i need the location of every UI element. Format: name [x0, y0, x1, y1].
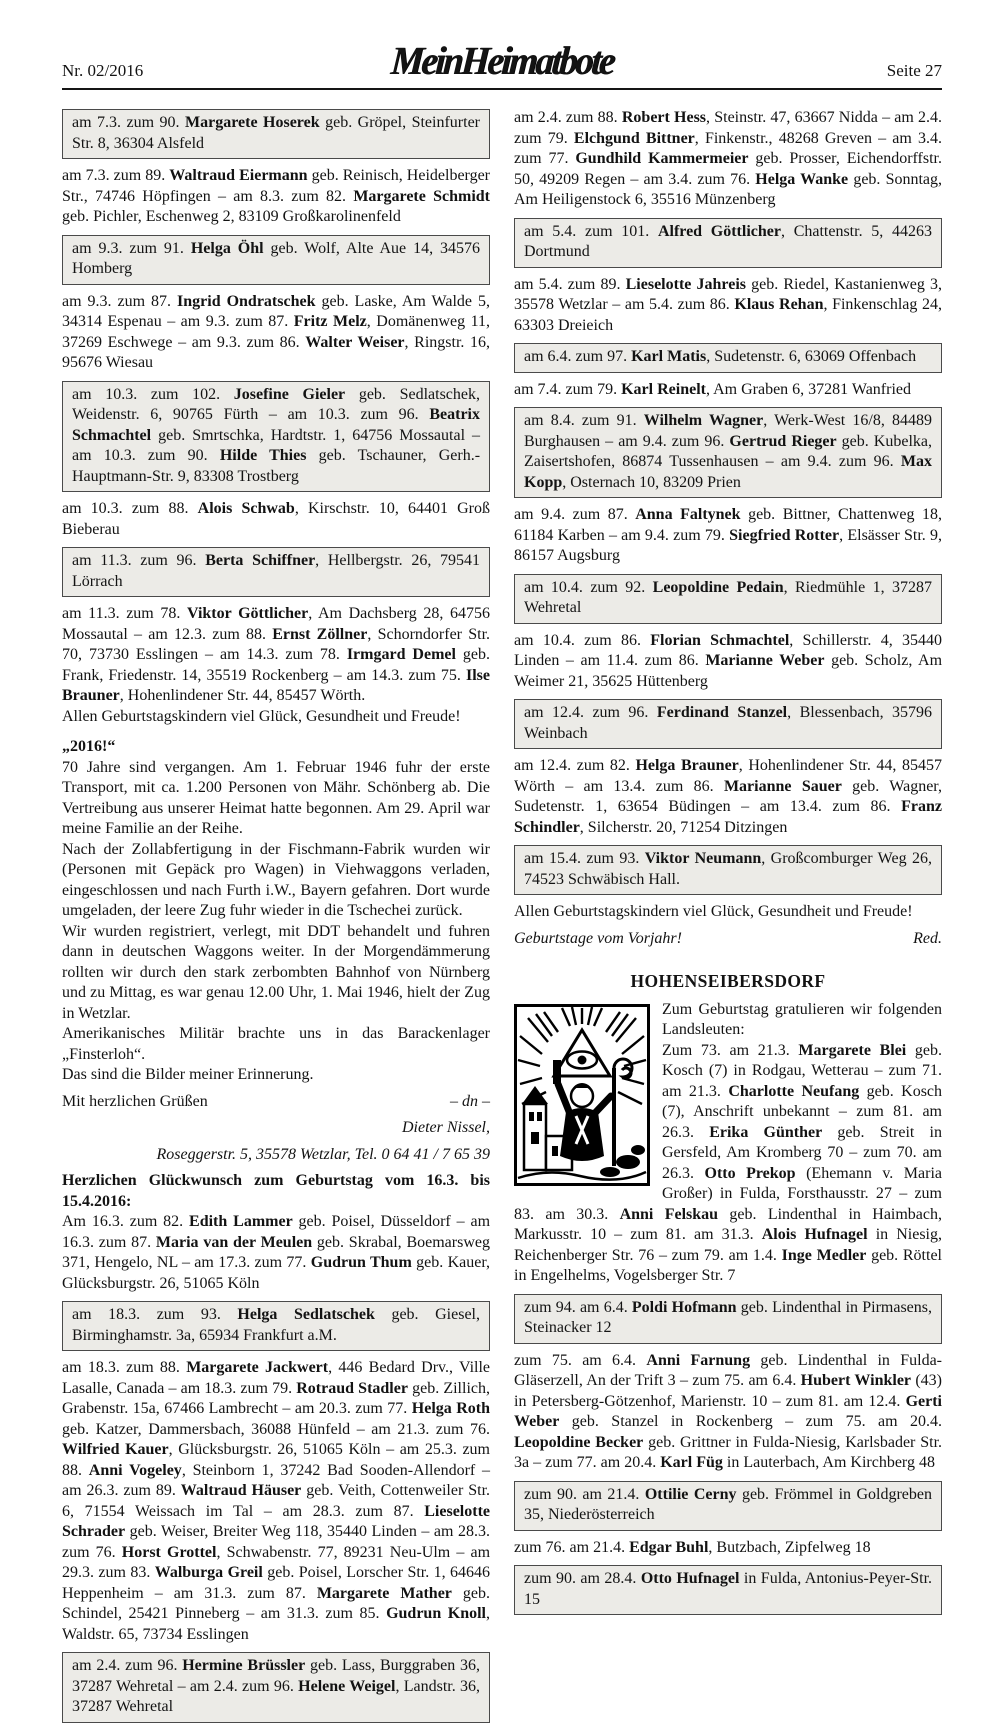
- entry-text: am 11.3. zum 96.: [72, 552, 206, 569]
- entry-text: geb. Röttel in Engelhelms, Vogelsberger Str. 7: [514, 1246, 942, 1284]
- text-block: [62, 922, 490, 1025]
- person-name: Hermine Brüssler: [182, 1657, 306, 1674]
- entry-text: geb. Frank, Friedenstr. 14, 35519 Rockenberg – am 14.3. zum 75.: [62, 646, 491, 684]
- person-name: Max Kopp: [524, 453, 932, 491]
- entry-text: geb. Laske, Am Walde 5, 34314 Espenau – am 9.3. zum 87.: [62, 292, 491, 330]
- text-block: [62, 1065, 490, 1086]
- entry-text: , Hellbergstr. 26, 79541 Lörrach: [72, 552, 480, 590]
- person-name: Josefine Gieler: [233, 385, 346, 403]
- entry-text: geb. Riedel, Kastanienweg 3, 35578 Wetzlar – am 5.4. zum 86.: [514, 275, 943, 313]
- text-block: [62, 499, 490, 540]
- entry-text: geb. Poisel, Lorscher Str. 1, 64646 Heppenheim – am 31.3. zum 87.: [62, 1564, 491, 1602]
- entry-text: – dn –: [450, 1092, 490, 1110]
- person-name: Wilhelm Wagner: [643, 412, 764, 429]
- saint-woodcut-image: [514, 1004, 650, 1186]
- entry-text: geb. Prosser, Eichendorffstr. 50, 49209 Regen – am 3.4. zum 76.: [514, 150, 943, 188]
- entry-text: am 5.4. zum 89.: [514, 275, 626, 293]
- masthead: [62, 40, 942, 83]
- text-block: [514, 505, 942, 567]
- story-heading: [62, 737, 490, 758]
- text-block: [514, 1538, 942, 1559]
- person-name: Karl Reinelt: [621, 380, 706, 398]
- text-block: [62, 1092, 490, 1113]
- text-block: [62, 840, 490, 922]
- entry-text: am 15.4. zum 93.: [524, 850, 645, 867]
- person-name: Erika Günther: [709, 1123, 823, 1141]
- entry-text: geb. Wagner, Sudetenstr. 1, 63654 Büdingen – am 13.4. zum 86.: [514, 777, 942, 815]
- entry-text: am 12.4. zum 82.: [514, 757, 636, 774]
- person-name: Edgar Buhl: [629, 1538, 709, 1556]
- person-name: Alois Hufnagel: [761, 1226, 868, 1243]
- boxed-birthday-entry: [62, 109, 490, 159]
- left-column: [62, 102, 490, 1730]
- entry-text: Red.: [913, 929, 942, 947]
- entry-text: am 10.3. zum 102.: [72, 385, 234, 403]
- person-name: Anni Vogeley: [88, 1461, 182, 1479]
- person-name: Poldi Hofmann: [631, 1298, 737, 1316]
- person-name: Walter Weiser: [305, 333, 405, 351]
- entry-text: geb. Smrtschka, Hardtstr. 1, 64756 Mossautal – am 10.3. zum 90.: [72, 426, 480, 464]
- person-name: Anna Faltynek: [635, 506, 741, 523]
- person-name: Karl Matis: [631, 348, 707, 365]
- text-block: [62, 292, 490, 374]
- person-name: Helga Brauner: [635, 757, 739, 774]
- entry-text: , Finkenschlag 24, 63303 Dreieich: [514, 296, 942, 334]
- entry-text: geb. Stanzel in Rockenberg – zum 75. am 20.4.: [559, 1413, 942, 1430]
- person-name: Alois Schwab: [197, 500, 295, 517]
- person-name: Edith Lammer: [189, 1213, 293, 1230]
- entry-text: geb. Lindenthal in Pirmasens, Steinacker 12: [524, 1298, 933, 1336]
- person-name: Anni Felskau: [619, 1205, 719, 1223]
- person-name: Inge Medler: [781, 1246, 867, 1264]
- person-name: Ernst Zöllner: [272, 625, 368, 643]
- text-block: [62, 166, 490, 228]
- entry-text: , Chattenstr. 5, 44263 Dortmund: [524, 222, 932, 260]
- person-name: Marianne Sauer: [723, 777, 842, 795]
- entry-text: , Elsässer Str. 9, 86157 Augsburg: [514, 526, 943, 564]
- entry-text: (Ehemann v. Maria Großer) in Fulda, Forsthausstr. 27 – zum 83. am 30.3.: [514, 1164, 942, 1223]
- entry-text: geb. Sedlatschek, Weidenstr. 6, 90765 Fürth – am 10.3. zum 96.: [72, 385, 481, 423]
- entry-text: am 18.3. zum 93.: [72, 1306, 238, 1323]
- entry-text: am 9.3. zum 91.: [72, 239, 191, 257]
- section-heading: [514, 971, 942, 992]
- person-name: Ingrid Ondratschek: [177, 292, 316, 310]
- entry-text: , Am Graben 6, 37281 Wanfried: [705, 380, 912, 398]
- entry-text: geb. Schindel, 25421 Pinneberg – am 31.3. zum 85.: [62, 1584, 491, 1622]
- split-right-text: [913, 929, 942, 950]
- masthead-logo: MeinHeimatbote: [389, 39, 615, 84]
- right-column: [514, 102, 942, 1622]
- entry-text: , Sudetenstr. 6, 63069 Offenbach: [706, 348, 917, 365]
- boxed-birthday-entry: [514, 574, 942, 624]
- person-name: Leopoldine Pedain: [652, 578, 784, 596]
- entry-text: , Schorndorfer Str. 70, 73730 Esslingen – am 14.3. zum 78.: [62, 625, 491, 663]
- entry-text: am 8.4. zum 91.: [524, 412, 644, 429]
- person-name: Ilse Brauner: [62, 666, 490, 704]
- entry-text: geb. Zillich, Grabenstr. 15a, 67466 Lambrecht – am 20.3. zum 77.: [62, 1379, 490, 1417]
- person-name: Helga Öhl: [190, 239, 264, 257]
- boxed-birthday-entry: [514, 1294, 942, 1344]
- entry-text: geb. Gröpel, Steinfurter Str. 8, 36304 Alsfeld: [72, 114, 480, 152]
- entry-text: geb. Streit in Gersfeld, Am Kromberg 70 – zum 70. am 26.3.: [662, 1123, 943, 1182]
- person-name: Gundhild Kammermeier: [575, 150, 749, 167]
- entry-text: am 11.3. zum 78.: [62, 605, 187, 622]
- entry-text: geb. Kauer, Glücksburgstr. 26, 51065 Köln: [62, 1254, 491, 1292]
- entry-text: , 446 Bedard Drv., Ville Lasalle, Canada – am 18.3. zum 79.: [62, 1359, 491, 1397]
- person-name: Alfred Göttlicher: [657, 222, 781, 240]
- entry-text: geb. Pichler, Eschenweg 2, 83109 Großkarolinenfeld: [62, 208, 401, 225]
- entry-text: Das sind die Bilder meiner Erinnerung.: [62, 1066, 314, 1083]
- entry-text: Roseggerstr. 5, 35578 Wetzlar, Tel. 0 64 41 / 7 65 39: [156, 1145, 490, 1163]
- boxed-birthday-entry: [514, 407, 942, 498]
- person-name: Fritz Melz: [293, 313, 367, 330]
- person-name: Herzlichen Glückwunsch zum Geburtstag vom 16.3. bis 15.4.2016:: [62, 1172, 490, 1210]
- entry-text: , Schillerstr. 4, 35440 Linden – am 11.4. zum 86.: [514, 631, 942, 669]
- person-name: Horst Grottel: [121, 1543, 217, 1561]
- person-name: Otto Prekop: [704, 1164, 796, 1182]
- person-name: Otto Hufnagel: [640, 1570, 740, 1587]
- person-name: Margarete Schmidt: [353, 187, 491, 205]
- person-name: Waltraud Eiermann: [169, 167, 308, 184]
- person-name: Siegfried Rotter: [729, 526, 840, 544]
- entry-text: zum 94. am 6.4.: [524, 1298, 632, 1316]
- person-name: Beatrix Schmachtel: [72, 406, 480, 444]
- entry-text: geb. Lindenthal in Fulda-Gläserzell, An der Trift 3 – zum 75. am 6.4.: [514, 1351, 943, 1389]
- entry-text: (43) in Petersberg-Götzenhof, Marienstr. 10 – zum 81. am 12.4.: [514, 1372, 943, 1410]
- boxed-birthday-entry: [62, 547, 490, 597]
- person-name: Marianne Weber: [705, 652, 825, 669]
- boxed-birthday-entry: [514, 343, 942, 373]
- entry-text: zum 75. am 6.4.: [514, 1351, 647, 1369]
- person-name: Lieselotte Schrader: [62, 1502, 490, 1540]
- entry-text: in Fulda, Antonius-Peyer-Str. 15: [524, 1570, 933, 1608]
- entry-text: geb. Giesel, Birminghamstr. 3a, 65934 Frankfurt a.M.: [72, 1306, 481, 1344]
- person-name: Gudrun Knoll: [386, 1605, 487, 1622]
- person-name: Margarete Hoserek: [185, 114, 320, 131]
- entry-text: geb. Weiser, Breiter Weg 118, 35440 Linden – am 28.3. zum 76.: [62, 1523, 490, 1561]
- person-name: Karl Füg: [660, 1454, 723, 1471]
- text-block: [514, 1000, 942, 1287]
- person-name: Ferdinand Stanzel: [656, 704, 788, 721]
- entry-text: zum 76. am 21.4.: [514, 1538, 630, 1556]
- text-block: [62, 1171, 490, 1294]
- person-name: Berta Schiffner: [205, 552, 316, 569]
- person-name: Helene Weigel: [298, 1677, 396, 1695]
- entry-text: geb. Tschauner, Gerh.-Hauptmann-Str. 9, 83308 Trostberg: [72, 447, 481, 485]
- text-block: [62, 1358, 490, 1645]
- entry-text: geb. Skrabal, Boemarsweg 371, Hengelo, NL – am 17.3. zum 77.: [62, 1233, 490, 1271]
- entry-text: , Waldstr. 65, 73734 Esslingen: [62, 1605, 491, 1643]
- text-block: [514, 756, 942, 838]
- person-name: Klaus Rehan: [734, 296, 824, 313]
- person-name: Wilfried Kauer: [62, 1441, 169, 1458]
- person-name: Margarete Jackwert: [186, 1359, 329, 1376]
- entry-text: Mit herzlichen Grüßen: [62, 1092, 208, 1110]
- text-block: [514, 1351, 942, 1474]
- masthead-rule: [62, 88, 942, 90]
- person-name: Irmgard Demel: [346, 646, 456, 663]
- entry-text: am 12.4. zum 96.: [524, 704, 657, 721]
- entry-text: Wir wurden registriert, verlegt, mit DDT behandelt und fuhren dann in deutschen Waggons weiter. In der Morgendämmerung rollten wir durch den stark zerbombten Bahnhof von Nürnberg und zu Mittag, es war genau 12.00 Uhr, 1. Mai 1946, hielt der Zug in Wetzlar.: [62, 922, 490, 1022]
- entry-text: , Steinstr. 47, 63667 Nidda – am 2.4. zum 79.: [514, 109, 943, 147]
- entry-text: , Großcomburger Weg 26, 74523 Schwäbisch Hall.: [524, 850, 932, 888]
- person-name: Anni Farnung: [646, 1351, 751, 1369]
- text-block: [62, 1118, 490, 1139]
- entry-text: Am 16.3. zum 82.: [62, 1213, 190, 1230]
- person-name: Lieselotte Jahreis: [625, 275, 746, 293]
- person-name: Viktor Göttlicher: [187, 605, 309, 622]
- entry-text: am 5.4. zum 101.: [524, 222, 658, 240]
- text-block: [514, 902, 942, 923]
- column-layout: [62, 102, 942, 1730]
- entry-text: Amerikanisches Militär brachte uns in das Barackenlager „Finsterloh“.: [62, 1025, 490, 1063]
- entry-text: , Hohenlindener Str. 44, 85457 Wörth.: [119, 687, 366, 704]
- issue-number: Nr. 02/2016: [62, 61, 144, 80]
- entry-text: , Osternach 10, 83209 Prien: [562, 473, 741, 491]
- person-name: Helga Roth: [411, 1400, 490, 1417]
- person-name: Viktor Neumann: [644, 850, 762, 867]
- text-block: [62, 1145, 490, 1166]
- entry-text: geb. Grittner in Fulda-Niesig, Karlsbader Str. 3a – zum 77. am 20.4.: [514, 1433, 943, 1471]
- person-name: HOHENSEIBERSDORF: [630, 971, 826, 991]
- entry-text: geb. Kubelka, Zaisertshofen, 86874 Tussenhausen – am 9.4. zum 96.: [524, 432, 933, 470]
- entry-text: am 2.4. zum 88.: [514, 109, 622, 126]
- entry-text: am 18.3. zum 88.: [62, 1359, 187, 1376]
- entry-text: zum 90. am 28.4.: [524, 1570, 641, 1587]
- entry-text: , Hohenlindener Str. 44, 85457 Wörth – am 13.4. zum 86.: [514, 757, 943, 795]
- entry-text: am 10.4. zum 92.: [524, 578, 653, 596]
- entry-text: 70 Jahre sind vergangen. Am 1. Februar 1946 fuhr der erste Transport, mit ca. 1.200 Personen von Mähr. Schönberg ab. Die Vertreibung aus unserer Heimat hatte begonnen. Am 29. April war meine Familie an der Reihe.: [62, 758, 490, 837]
- person-name: Ottilie Cerny: [644, 1485, 737, 1503]
- text-block: [514, 275, 942, 337]
- boxed-birthday-entry: [514, 699, 942, 749]
- boxed-birthday-entry: [62, 235, 490, 285]
- split-left-text: [514, 929, 682, 950]
- entry-text: , Silcherstr. 20, 71254 Ditzingen: [579, 818, 788, 836]
- entry-text: Zum 73. am 21.3.: [662, 1041, 799, 1059]
- text-block: [62, 604, 490, 727]
- entry-text: zum 90. am 21.4.: [524, 1485, 645, 1503]
- entry-text: , Am Dachsberg 28, 64756 Mossautal – am 12.3. zum 88.: [62, 605, 491, 643]
- text-block: [62, 1024, 490, 1065]
- person-name: Margarete Blei: [798, 1041, 907, 1059]
- person-name: Rotraud Stadler: [296, 1379, 408, 1397]
- person-name: Hilde Thies: [219, 447, 307, 464]
- boxed-birthday-entry: [62, 1301, 490, 1351]
- entry-text: am 10.3. zum 88.: [62, 500, 198, 517]
- entry-text: geb. Kosch (7), Anschrift unbekannt – zum 81. am 26.3.: [662, 1082, 943, 1141]
- entry-text: geb. Sonntag, Am Heiligenstock 6, 35516 Münzenberg: [514, 170, 943, 208]
- entry-text: geb. Frömmel in Goldgreben 35, Niederösterreich: [524, 1485, 932, 1523]
- entry-text: , Butzbach, Zipfelweg 18: [708, 1538, 871, 1556]
- person-name: Waltraud Häuser: [180, 1482, 302, 1499]
- entry-text: am 9.4. zum 87.: [514, 506, 636, 523]
- text-block: [514, 380, 942, 401]
- boxed-birthday-entry: [514, 1481, 942, 1531]
- entry-text: , Steinborn 1, 37242 Bad Sooden-Allendorf – am 26.3. zum 89.: [62, 1461, 490, 1499]
- boxed-birthday-entry: [514, 1565, 942, 1615]
- entry-text: , Glücksburgstr. 26, 51065 Köln – am 25.3. zum 88.: [62, 1441, 490, 1479]
- entry-text: Dieter Nissel,: [402, 1119, 490, 1136]
- entry-text: geb. Kosch (7) in Rodgau, Wetterau – zum 71. am 21.3.: [662, 1041, 943, 1100]
- entry-text: Zum Geburtstag gratulieren wir folgenden Landsleuten:: [662, 1000, 942, 1038]
- entry-text: geb. Wolf, Alte Aue 14, 34576 Homberg: [72, 239, 481, 277]
- entry-text: , Riedmühle 1, 37287 Wehretal: [524, 578, 933, 616]
- split-left-text: [62, 1092, 208, 1113]
- person-name: Robert Hess: [621, 109, 707, 126]
- entry-text: , Schwabenstr. 77, 89231 Neu-Ulm – am 29.3. zum 83.: [62, 1543, 491, 1581]
- entry-text: , Blessenbach, 35796 Weinbach: [524, 704, 933, 742]
- person-name: Elchgund Bittner: [573, 129, 695, 147]
- entry-text: am 2.4. zum 96.: [72, 1657, 183, 1674]
- entry-text: am 6.4. zum 97.: [524, 348, 632, 365]
- entry-text: in Lauterbach, Am Kirchberg 48: [722, 1454, 935, 1471]
- entry-text: , Domänenweg 11, 37269 Eschwege – am 9.3. zum 86.: [62, 313, 491, 351]
- entry-text: , Kirschstr. 10, 64401 Groß Bieberau: [62, 500, 491, 538]
- entry-text: geb. Lass, Burggraben 36, 37287 Wehretal – am 2.4. zum 96.: [72, 1657, 480, 1695]
- entry-text: geb. Katzer, Dammersbach, 36088 Hünfeld – am 21.3. zum 76.: [62, 1420, 490, 1438]
- entry-text: Allen Geburtstagskindern viel Glück, Gesundheit und Freude!: [514, 903, 913, 920]
- entry-text: , Werk-West 16/8, 84489 Burghausen – am 9.4. zum 96.: [524, 412, 933, 450]
- text-block: [514, 631, 942, 693]
- entry-text: , Landstr. 36, 37287 Wehretal: [72, 1677, 481, 1715]
- entry-text: geb. Reinisch, Heidelberger Str., 74746 Höpfingen – am 8.3. zum 82.: [62, 167, 491, 205]
- entry-text: am 9.3. zum 87.: [62, 292, 178, 310]
- entry-text: in Niesig, Reichenberger Str. 76 – zum 79. am 1.4.: [514, 1226, 943, 1264]
- person-name: Helga Wanke: [755, 170, 849, 188]
- person-name: Gudrun Thum: [310, 1254, 412, 1271]
- text-block: [514, 108, 942, 211]
- boxed-birthday-entry: [62, 381, 490, 493]
- entry-text: geb. Veith, Cottenweiler Str. 6, 71554 Weissach im Tal – am 28.3. zum 87.: [62, 1482, 491, 1520]
- person-name: Charlotte Neufang: [728, 1082, 860, 1100]
- boxed-birthday-entry: [62, 1652, 490, 1723]
- boxed-birthday-entry: [514, 218, 942, 268]
- entry-text: , Ringstr. 16, 95676 Wiesau: [62, 333, 491, 371]
- page-number: Seite 27: [886, 61, 942, 80]
- entry-text: geb. Lindenthal in Haimbach, Markusstr. 10 – zum 81. am 31.3.: [514, 1205, 943, 1243]
- person-name: Maria van der Meulen: [155, 1233, 313, 1251]
- person-name: Hubert Winkler: [800, 1372, 912, 1389]
- person-name: Margarete Mather: [316, 1584, 452, 1602]
- entry-text: geb. Poisel, Düsseldorf – am 16.3. zum 87.: [62, 1213, 491, 1251]
- entry-text: Nach der Zollabfertigung in der Fischmann-Fabrik wurden wir (Personen mit Gepäck pro Wagen) in Viehwaggons verladen, eingeschlossen und nach Furth i.W., Bayern gefahren. Dort wurde umgeladen, der leere Zug fuhr wieder in die Tschechei zurück.: [62, 840, 490, 919]
- person-name: „2016!“: [62, 738, 116, 755]
- entry-text: Allen Geburtstagskindern viel Glück, Gesundheit und Freude!: [62, 707, 461, 725]
- entry-text: Geburtstage vom Vorjahr!: [514, 929, 682, 947]
- person-name: Helga Sedlatschek: [237, 1306, 375, 1323]
- entry-text: am 7.3. zum 90.: [72, 114, 185, 131]
- person-name: Walburga Greil: [154, 1564, 263, 1581]
- text-block: [62, 758, 490, 840]
- entry-text: , Finkenstr., 48268 Greven – am 3.4. zum 77.: [514, 129, 943, 167]
- person-name: Gertrud Rieger: [729, 432, 837, 450]
- person-name: Leopoldine Becker: [514, 1433, 644, 1451]
- person-name: Florian Schmachtel: [650, 631, 790, 649]
- entry-text: am 10.4. zum 86.: [514, 631, 651, 649]
- person-name: Gerti Weber: [514, 1392, 942, 1430]
- entry-text: geb. Scholz, Am Weimer 21, 35625 Hüttenberg: [514, 652, 943, 690]
- entry-text: am 7.3. zum 89.: [62, 167, 170, 184]
- person-name: Franz Schindler: [514, 798, 942, 836]
- entry-text: geb. Bittner, Chattenweg 18, 61184 Karben – am 9.4. zum 79.: [514, 506, 942, 544]
- boxed-birthday-entry: [514, 845, 942, 895]
- text-block: [514, 929, 942, 950]
- split-right-text: [450, 1092, 490, 1113]
- entry-text: am 7.4. zum 79.: [514, 380, 622, 398]
